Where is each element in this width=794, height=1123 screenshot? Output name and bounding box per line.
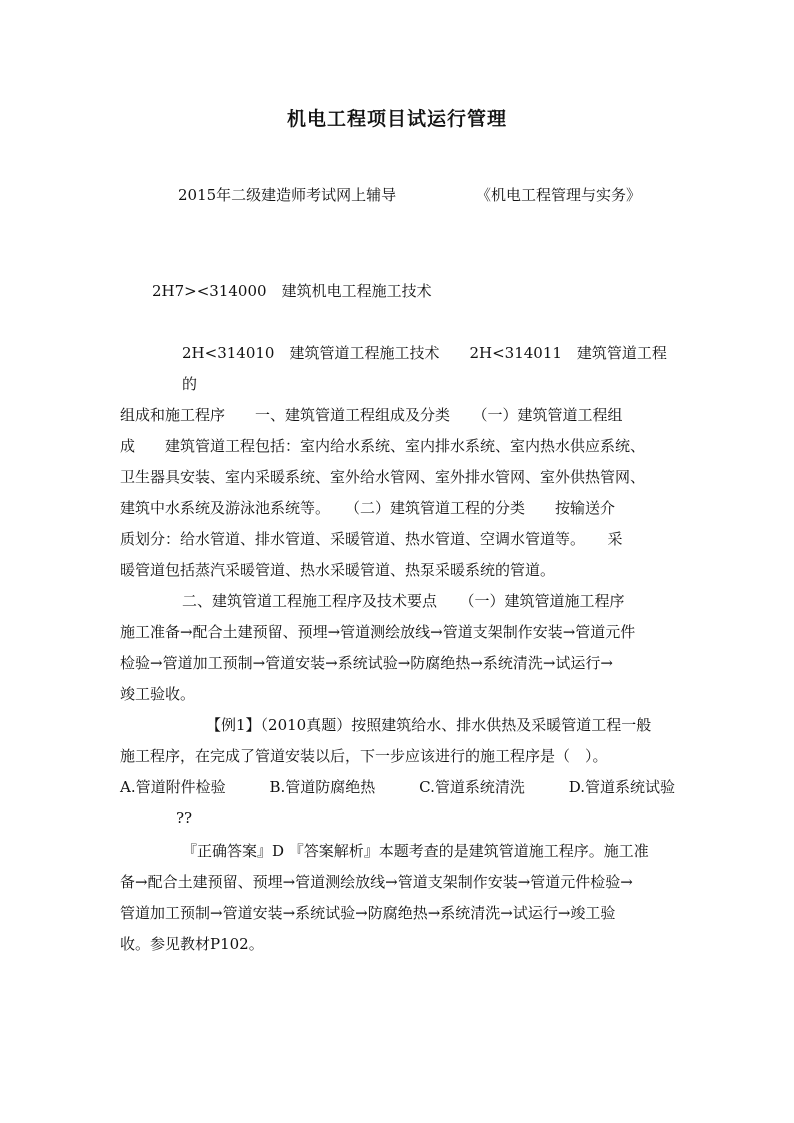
answer-block [120,836,680,960]
section-heading: 二、建筑管道工程施工程序及技术要点 （一）建筑管道施工程序 [182,592,625,610]
chapter-heading: 2H7><314000 建筑机电工程施工技术 [152,282,432,300]
body-line: 卫生器具安装、室内采暖系统、室外给水管网、室外排水管网、室外供热管网、 [120,468,646,486]
answer-line: 收。参见教材P102。 [120,935,264,953]
answer-line: 『正确答案』D 『答案解析』本题考查的是建筑管道施工程序。施工准 [182,842,649,860]
option-a: A.管道附件检验 [120,778,226,796]
body-line: 成 建筑管道工程包括：室内给水系统、室内排水系统、室内热水供应系统、 [120,437,646,455]
answer-line: 管道加工预制→管道安装→系统试验→防腐绝热→系统清洗→试运行→竣工验 [120,904,616,922]
placeholder-marker: ?? [176,809,193,827]
body-line: 施工准备→配合土建预留、预埋→管道测绘放线→管道支架制作安装→管道元件 [120,623,636,641]
body-line: 竣工验收。 [120,685,196,703]
body-line: 2H<314010 建筑管道工程施工技术 2H<314011 建筑管道工程的 [182,344,667,393]
body-line: 建筑中水系统及游泳池系统等。 （二）建筑管道工程的分类 按输送介 [120,499,616,517]
exam-subtitle: 2015年二级建造师考试网上辅导 [178,186,397,204]
example-question: 【例1】（2010真题）按照建筑给水、排水供热及采暖管道工程一般 [206,716,652,734]
option-c: C.管道系统清洗 [419,778,525,796]
body-text [120,338,680,803]
option-d: D.管道系统试验 [568,778,675,796]
body-line: 暖管道包括蒸汽采暖管道、热水采暖管道、热泵采暖系统的管道。 [120,561,556,579]
answer-options [120,772,675,803]
body-line: 施工程序，在完成了管道安装以后，下一步应该进行的施工程序是（ ）。 [120,747,608,765]
option-b: B.管道防腐绝热 [269,778,376,796]
body-line: 组成和施工程序 一、建筑管道工程组成及分类 （一）建筑管道工程组 [120,406,623,424]
answer-line: 备→配合土建预留、预埋→管道测绘放线→管道支架制作安装→管道元件检验→ [120,873,633,891]
document-title: 机电工程项目试运行管理 [286,108,507,130]
body-line: 质划分：给水管道、排水管道、采暖管道、热水管道、空调水管道等。 采 [120,530,623,548]
course-subtitle: 《机电工程管理与实务》 [476,186,642,204]
body-line: 检验→管道加工预制→管道安装→系统试验→防腐绝热→系统清洗→试运行→ [120,654,613,672]
